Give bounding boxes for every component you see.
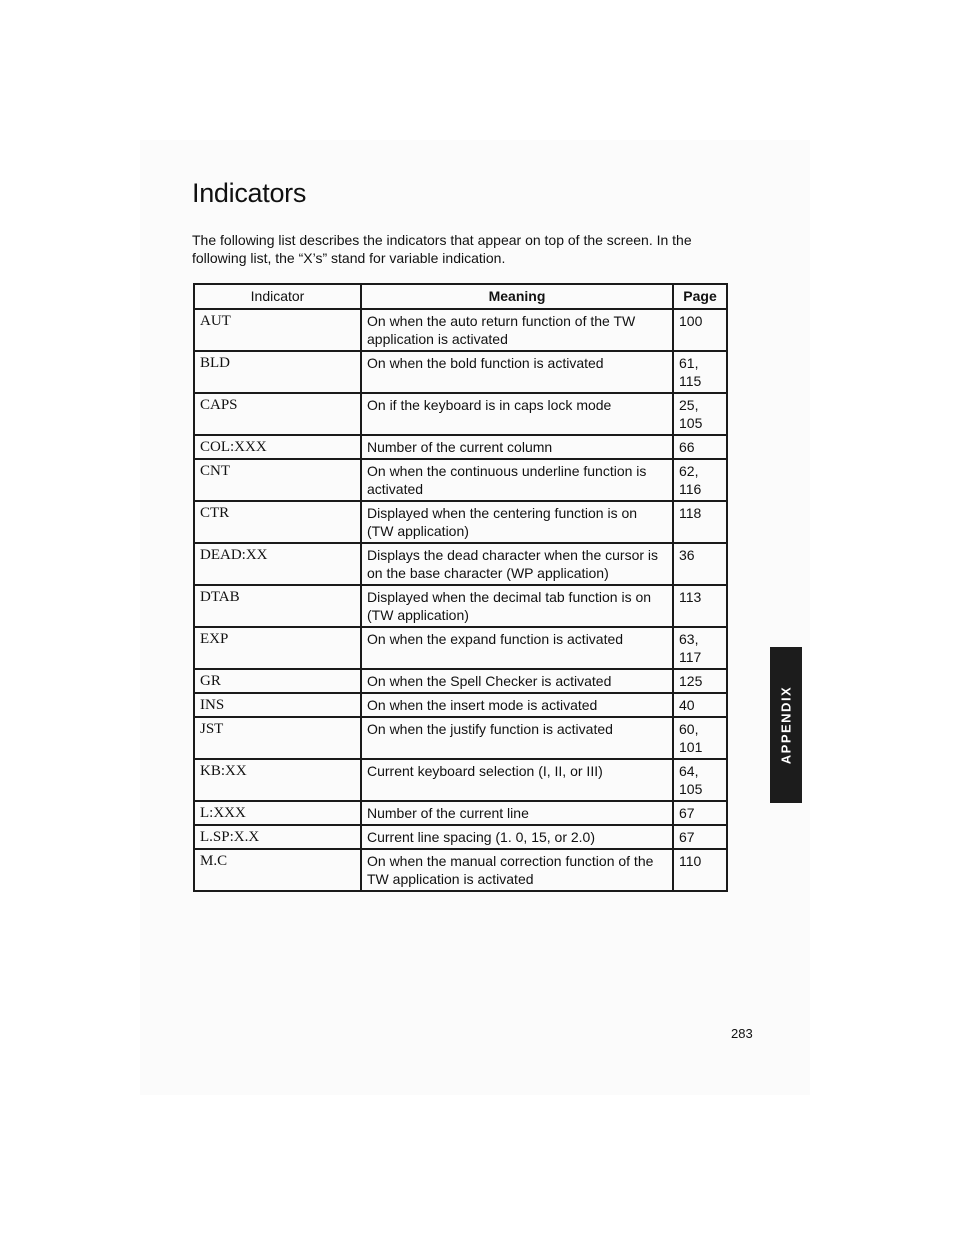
page-cell: 62, 116 bbox=[673, 459, 727, 501]
header-page: Page bbox=[673, 284, 727, 309]
page-cell: 67 bbox=[673, 825, 727, 849]
page-cell: 110 bbox=[673, 849, 727, 891]
table-row bbox=[194, 759, 727, 801]
indicator-cell: L:XXX bbox=[194, 801, 361, 825]
meaning-cell: On when the insert mode is activated bbox=[361, 693, 673, 717]
indicator-cell: L.SP:X.X bbox=[194, 825, 361, 849]
table-row bbox=[194, 309, 727, 351]
meaning-cell: Displays the dead character when the cursor is on the base character (WP application) bbox=[361, 543, 673, 585]
meaning-cell: On when the manual correction function of the TW application is activated bbox=[361, 849, 673, 891]
meaning-cell: On when the continuous underline function is activated bbox=[361, 459, 673, 501]
table-row bbox=[194, 669, 727, 693]
page-cell: 125 bbox=[673, 669, 727, 693]
table-row bbox=[194, 693, 727, 717]
indicator-cell: JST bbox=[194, 717, 361, 759]
indicator-cell: DTAB bbox=[194, 585, 361, 627]
table-row bbox=[194, 393, 727, 435]
meaning-cell: On when the Spell Checker is activated bbox=[361, 669, 673, 693]
intro-paragraph: The following list describes the indicators that appear on top of the screen. In the following list, the “X’s” stand for variable indication. bbox=[192, 232, 692, 266]
page-cell: 66 bbox=[673, 435, 727, 459]
meaning-cell: Current line spacing (1. 0, 15, or 2.0) bbox=[361, 825, 673, 849]
table-row bbox=[194, 717, 727, 759]
appendix-side-tab bbox=[770, 647, 802, 803]
meaning-cell: Number of the current line bbox=[361, 801, 673, 825]
meaning-cell: On if the keyboard is in caps lock mode bbox=[361, 393, 673, 435]
meaning-cell: Displayed when the centering function is on (TW application) bbox=[361, 501, 673, 543]
indicator-cell: BLD bbox=[194, 351, 361, 393]
table-row bbox=[194, 585, 727, 627]
indicator-cell: M.C bbox=[194, 849, 361, 891]
meaning-cell: Displayed when the decimal tab function is on (TW application) bbox=[361, 585, 673, 627]
appendix-tab-label: APPENDIX bbox=[778, 685, 794, 765]
indicator-cell: GR bbox=[194, 669, 361, 693]
indicator-cell: AUT bbox=[194, 309, 361, 351]
indicator-cell: EXP bbox=[194, 627, 361, 669]
table-row bbox=[194, 825, 727, 849]
page-cell: 63, 117 bbox=[673, 627, 727, 669]
page-cell: 113 bbox=[673, 585, 727, 627]
page-cell: 67 bbox=[673, 801, 727, 825]
meaning-cell: Current keyboard selection (I, II, or III) bbox=[361, 759, 673, 801]
page-cell: 40 bbox=[673, 693, 727, 717]
table-row bbox=[194, 351, 727, 393]
table-row bbox=[194, 627, 727, 669]
header-meaning: Meaning bbox=[361, 284, 673, 309]
table-row bbox=[194, 849, 727, 891]
page-cell: 36 bbox=[673, 543, 727, 585]
indicator-cell: COL:XXX bbox=[194, 435, 361, 459]
page-cell: 61, 115 bbox=[673, 351, 727, 393]
table-row bbox=[194, 459, 727, 501]
table-row bbox=[194, 501, 727, 543]
meaning-cell: On when the expand function is activated bbox=[361, 627, 673, 669]
table-header-row bbox=[194, 284, 727, 309]
page-cell: 118 bbox=[673, 501, 727, 543]
meaning-cell: On when the justify function is activated bbox=[361, 717, 673, 759]
indicators-table bbox=[193, 283, 728, 892]
page-cell: 64, 105 bbox=[673, 759, 727, 801]
page-title: Indicators bbox=[192, 178, 307, 208]
indicator-cell: CNT bbox=[194, 459, 361, 501]
header-indicator: Indicator bbox=[194, 284, 361, 309]
meaning-cell: On when the bold function is activated bbox=[361, 351, 673, 393]
indicator-cell: KB:XX bbox=[194, 759, 361, 801]
page-cell: 60, 101 bbox=[673, 717, 727, 759]
meaning-cell: On when the auto return function of the TW application is activated bbox=[361, 309, 673, 351]
table-row bbox=[194, 543, 727, 585]
page-number: 283 bbox=[731, 1026, 753, 1041]
page-cell: 100 bbox=[673, 309, 727, 351]
table-row bbox=[194, 801, 727, 825]
indicator-cell: DEAD:XX bbox=[194, 543, 361, 585]
indicator-cell: CTR bbox=[194, 501, 361, 543]
indicator-cell: INS bbox=[194, 693, 361, 717]
meaning-cell: Number of the current column bbox=[361, 435, 673, 459]
table-row bbox=[194, 435, 727, 459]
page-cell: 25, 105 bbox=[673, 393, 727, 435]
indicator-cell: CAPS bbox=[194, 393, 361, 435]
